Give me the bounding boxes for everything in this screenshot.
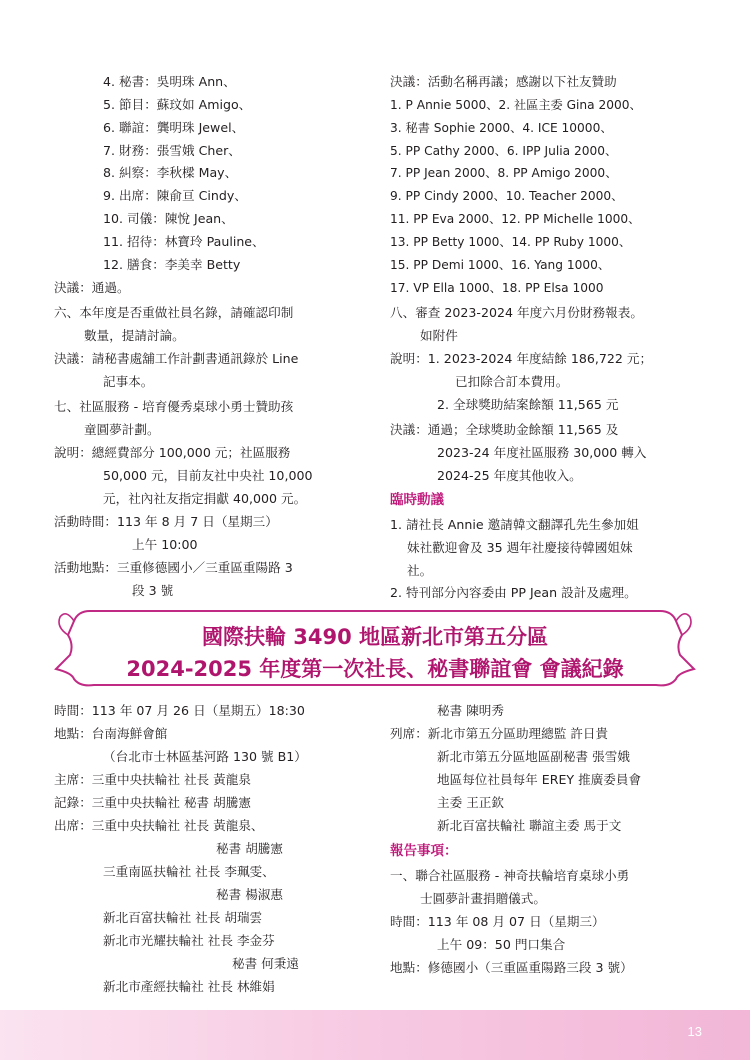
attendee-line: 新北市光耀扶輪社 社長 李金芬 bbox=[103, 933, 275, 948]
officer-line: 8. 糾察：李秋樑 May、 bbox=[103, 165, 238, 180]
attendee-line: 出席：三重中央扶輪社 社長 黃龍泉、 bbox=[54, 818, 264, 833]
resolution-line: 2024-25 年度其他收入。 bbox=[437, 468, 582, 483]
officer-line: 4. 秘書：吳明珠 Ann、 bbox=[103, 74, 236, 89]
explanation-line: 已扣除合訂本費用。 bbox=[455, 374, 569, 389]
attendee-line: 新北百富扶輪社 社長 胡瑞雲 bbox=[103, 910, 263, 925]
resolution-line: 決議：通過。 bbox=[54, 280, 130, 295]
resolution-line: 記事本。 bbox=[103, 374, 154, 389]
observer-line: 新北百富扶輪社 聯誼主委 馬于文 bbox=[437, 818, 622, 833]
agenda-item-heading: 六、本年度是否重做社員名錄，請確認印制 bbox=[54, 305, 294, 320]
explanation-line: 2. 全球獎助結案餘額 11,565 元 bbox=[437, 397, 619, 412]
motion-line: 妹社歡迎會及 35 週年社慶接待韓國姐妹 bbox=[407, 540, 633, 555]
sponsor-line: 13. PP Betty 1000、14. PP Ruby 1000、 bbox=[390, 235, 632, 249]
motion-line: 社。 bbox=[407, 563, 433, 578]
officer-line: 10. 司儀：陳悅 Jean、 bbox=[103, 211, 234, 226]
report-item-line: 士圓夢計畫捐贈儀式。 bbox=[420, 891, 546, 906]
resolution-line: 2023-24 年度社區服務 30,000 轉入 bbox=[437, 445, 647, 460]
agenda-item-heading: 八、審查 2023-2024 年度六月份財務報表。 bbox=[390, 305, 643, 320]
observer-line: 列席：新北市第五分區助理總監 許日貴 bbox=[390, 726, 609, 741]
officer-line: 6. 聯誼：龔明珠 Jewel、 bbox=[103, 120, 245, 135]
page-number: 13 bbox=[687, 1024, 702, 1039]
resolution-line: 決議：活動名稱再議；感謝以下社友贊助 bbox=[390, 74, 617, 89]
recorder-line: 記錄：三重中央扶輪社 秘書 胡騰憲 bbox=[54, 795, 251, 810]
report-item-line: 一、聯合社區服務 - 神奇扶輪培育桌球小勇 bbox=[390, 868, 630, 883]
officer-line: 11. 招待：林寶玲 Pauline、 bbox=[103, 234, 265, 249]
provisional-motions-heading: 臨時動議 bbox=[390, 492, 444, 508]
sponsor-line: 9. PP Cindy 2000、10. Teacher 2000、 bbox=[390, 189, 624, 203]
meeting-location: 地點：台南海鮮會館 bbox=[54, 726, 168, 741]
agenda-item-text: 數量，提請討論。 bbox=[84, 328, 185, 343]
attendee-line: 秘書 何秉遠 bbox=[232, 956, 299, 971]
sponsor-line: 15. PP Demi 1000、16. Yang 1000、 bbox=[390, 258, 611, 272]
sponsor-line: 11. PP Eva 2000、12. PP Michelle 1000、 bbox=[390, 212, 641, 226]
observer-line: 地區每位社員每年 EREY 推廣委員會 bbox=[437, 772, 642, 787]
motion-line: 1. 請社長 Annie 邀請韓文翻譯孔先生參加姐 bbox=[390, 517, 639, 532]
meeting-title-banner bbox=[50, 605, 700, 691]
sponsor-line: 5. PP Cathy 2000、6. IPP Julia 2000、 bbox=[390, 144, 618, 158]
agenda-item-text: 童圓夢計劃。 bbox=[84, 422, 160, 437]
officer-line: 12. 膳食：李美幸 Betty bbox=[103, 257, 241, 272]
report-location: 地點：修德國小（三重區重陽路三段 3 號） bbox=[390, 960, 633, 975]
activity-location: 段 3 號 bbox=[132, 583, 174, 598]
banner-title-line2: 2024-2025 年度第一次社長、秘書聯誼會 會議紀錄 bbox=[126, 657, 624, 681]
attendee-line: 秘書 楊淑惠 bbox=[216, 887, 283, 902]
resolution-line: 決議：請秘書處舖工作計劃書通訊錄於 Line bbox=[54, 351, 299, 366]
attendee-line: 新北市產經扶輪社 社長 林維娟 bbox=[103, 979, 275, 994]
agenda-item-text: 如附件 bbox=[420, 328, 458, 343]
officer-line: 9. 出席：陳俞亘 Cindy、 bbox=[103, 188, 247, 203]
meeting-address: （台北市士林區基河路 130 號 B1） bbox=[103, 749, 307, 764]
activity-time: 活動時間：113 年 8 月 7 日（星期三） bbox=[54, 514, 278, 529]
observer-line: 主委 王正欽 bbox=[437, 795, 504, 810]
explanation-line: 說明：總經費部分 100,000 元；社區服務 bbox=[54, 445, 291, 460]
motion-line: 2. 特刊部分內容委由 PP Jean 設計及處理。 bbox=[390, 585, 637, 600]
officer-line: 7. 財務：張雪娥 Cher、 bbox=[103, 143, 241, 158]
resolution-line: 決議：通過；全球獎助金餘額 11,565 及 bbox=[390, 422, 619, 437]
activity-time: 上午 10:00 bbox=[132, 537, 198, 552]
sponsor-line: 3. 秘書 Sophie 2000、4. ICE 10000、 bbox=[390, 121, 613, 135]
explanation-line: 元，社內社友指定捐獻 40,000 元。 bbox=[103, 491, 307, 506]
activity-location: 活動地點：三重修德國小／三重區重陽路 3 bbox=[54, 560, 293, 575]
officer-line: 5. 節目：蘇玟如 Amigo、 bbox=[103, 97, 252, 112]
banner-title-line1: 國際扶輪 3490 地區新北市第五分區 bbox=[201, 625, 549, 649]
sponsor-line: 17. VP Ella 1000、18. PP Elsa 1000 bbox=[390, 281, 604, 295]
page-footer bbox=[0, 1010, 750, 1060]
report-time: 時間：113 年 08 月 07 日（星期三） bbox=[390, 914, 605, 929]
attendee-line: 三重南區扶輪社 社長 李珮雯、 bbox=[103, 864, 275, 879]
meeting-time: 時間：113 年 07 月 26 日（星期五）18:30 bbox=[54, 703, 305, 718]
explanation-line: 50,000 元，目前友社中央社 10,000 bbox=[103, 468, 313, 483]
sponsor-line: 1. P Annie 5000、2. 社區主委 Gina 2000、 bbox=[390, 98, 642, 112]
agenda-item-heading: 七、社區服務 - 培育優秀桌球小勇士贊助孩 bbox=[54, 399, 294, 414]
attendee-line: 秘書 胡騰憲 bbox=[216, 841, 283, 856]
observer-line: 新北市第五分區地區副秘書 張雪娥 bbox=[437, 749, 630, 764]
chairperson-line: 主席：三重中央扶輪社 社長 黃龍泉 bbox=[54, 772, 251, 787]
explanation-line: 說明：1. 2023-2024 年度結餘 186,722 元； bbox=[390, 351, 653, 366]
report-items-heading: 報告事項： bbox=[390, 843, 458, 859]
report-time: 上午 09：50 門口集合 bbox=[437, 937, 566, 952]
attendee-line: 秘書 陳明秀 bbox=[437, 703, 504, 718]
sponsor-line: 7. PP Jean 2000、8. PP Amigo 2000、 bbox=[390, 166, 618, 180]
